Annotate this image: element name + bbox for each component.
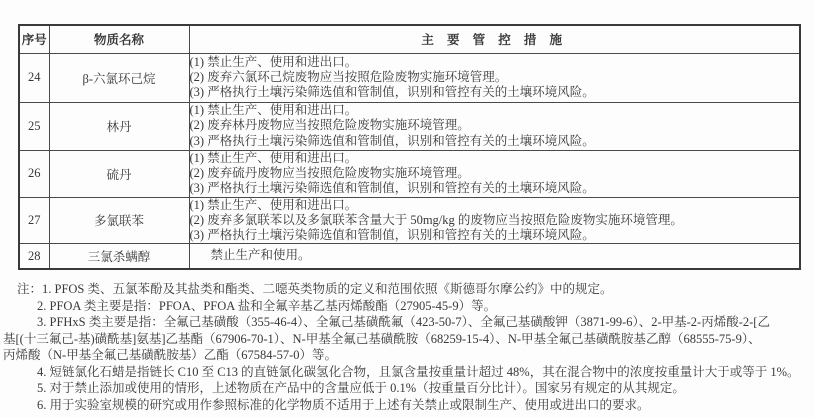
col-header-measures: 主 要 管 控 措 施 bbox=[189, 25, 800, 53]
measure-line: (3) 严格执行土壤污染筛选值和管制值，识别和管控有关的土壤环境风险。 bbox=[189, 85, 595, 100]
measure-line: (1) 禁止生产、使用和进出口。 bbox=[189, 103, 358, 118]
note-line: 基[(十三氟己-基)磺酰基]氨基]乙基酯（67906-70-1）、N-甲基全氟己基磺酰胺（68259-15-4）、N-甲基全氟己基磺酰胺基乙醇（68555-75-9）、 bbox=[3, 331, 761, 346]
measure-line: (2) 废弃多氯联苯以及多氯联苯含量大于 50mg/kg 的废物应当按照危险废物实施环境管理。 bbox=[189, 212, 683, 227]
table-header-row bbox=[19, 25, 800, 53]
row-number: 26 bbox=[19, 150, 49, 197]
table-row bbox=[19, 244, 800, 269]
measure-line: (2) 废弃六氯环己烷废物应当按照危险废物实施环境管理。 bbox=[189, 69, 508, 84]
row-number: 24 bbox=[19, 53, 49, 102]
table-row bbox=[19, 150, 800, 197]
col-header-no: 序号 bbox=[19, 25, 49, 53]
table-row bbox=[19, 53, 800, 102]
notes-section bbox=[3, 281, 813, 413]
measures-cell bbox=[189, 150, 800, 197]
row-number: 25 bbox=[19, 102, 49, 150]
measures-cell bbox=[189, 244, 800, 269]
substance-name: 三氯杀螨醇 bbox=[49, 244, 189, 269]
measure-line: (3) 严格执行土壤污染筛选值和管制值，识别和管控有关的土壤环境风险。 bbox=[189, 133, 595, 148]
col-header-name: 物质名称 bbox=[49, 25, 189, 53]
measure-line: (2) 废弃硫丹废物应当按照危险废物实施环境管理。 bbox=[189, 165, 470, 180]
measures-cell bbox=[189, 102, 800, 150]
table-row bbox=[19, 102, 800, 150]
note-line: 注：1. PFOS 类、五氯苯酚及其盐类和酯类、二噁英类物质的定义和范围依照《斯德哥尔摩公约》中的规定。 bbox=[17, 282, 613, 296]
note-line: 3. PFHxS 类主要是指：全氟己基磺酸（355-46-4）、全氟己基磺酰氟（423-50-7）、全氟己基磺酸钾（3871-99-6）、2-甲基-2-丙烯酸-2-[乙 bbox=[37, 315, 770, 329]
row-number: 27 bbox=[19, 197, 49, 244]
note-line: 5. 对于禁止添加或使用的情形，上述物质在产品中的含量应低于 0.1%（按重量百分比计）。国家另有规定的从其规定。 bbox=[37, 381, 685, 395]
substance-name: 硫丹 bbox=[49, 150, 189, 197]
row-number: 28 bbox=[19, 244, 49, 269]
measure-line: (3) 严格执行土壤污染筛选值和管制值，识别和管控有关的土壤环境风险。 bbox=[189, 228, 595, 243]
substance-name: 林丹 bbox=[49, 102, 189, 150]
measures-cell bbox=[189, 197, 800, 244]
note-line: 丙烯酸（N-甲基全氟己基磺酰胺基）乙酯（67584-57-0）等。 bbox=[3, 348, 338, 362]
note-line: 6. 用于实验室规模的研究或用作参照标准的化学物质不适用于上述有关禁止或限制生产、使用或进出口的要求。 bbox=[37, 397, 650, 412]
measure-line: 禁止生产和使用。 bbox=[210, 248, 311, 263]
measure-line: (1) 禁止生产、使用和进出口。 bbox=[189, 197, 358, 212]
note-line: 4. 短链氯化石蜡是指链长 C10 至 C13 的直链氯化碳氢化合物，且氯含量按重量计超过 48%，其在混合物中的浓度按重量计大于或等于 1%。 bbox=[37, 364, 800, 379]
note-line: 2. PFOA 类主要是指：PFOA、PFOA 盐和全氟辛基乙基丙烯酸酯（27905-45-9）等。 bbox=[37, 298, 497, 313]
substances-table bbox=[18, 24, 801, 270]
measure-line: (3) 严格执行土壤污染筛选值和管制值，识别和管控有关的土壤环境风险。 bbox=[189, 181, 595, 196]
measure-line: (2) 废弃林丹废物应当按照危险废物实施环境管理。 bbox=[189, 118, 470, 133]
measures-cell bbox=[189, 53, 800, 102]
measure-line: (1) 禁止生产、使用和进出口。 bbox=[189, 150, 358, 165]
measure-line: (1) 禁止生产、使用和进出口。 bbox=[189, 54, 358, 69]
substance-name: 多氯联苯 bbox=[49, 197, 189, 244]
table-row bbox=[19, 197, 800, 244]
substance-name: β-六氯环己烷 bbox=[49, 53, 189, 102]
